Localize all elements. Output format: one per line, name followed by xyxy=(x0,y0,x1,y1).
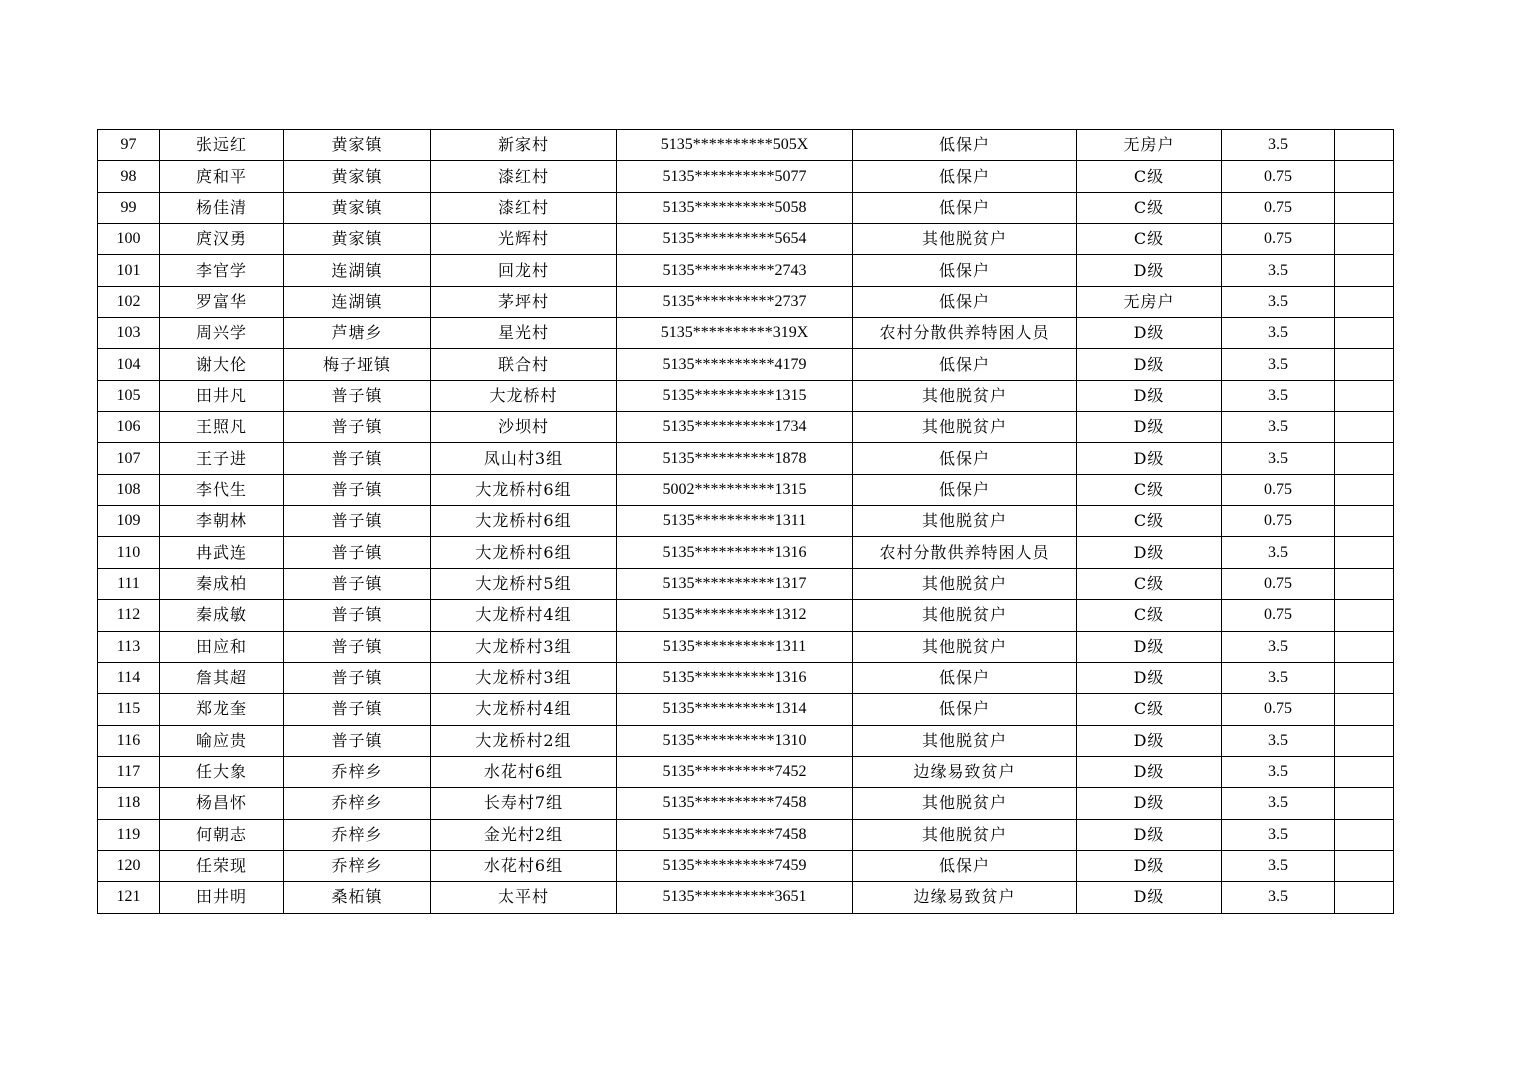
cell-amount: 3.5 xyxy=(1222,255,1335,286)
cell-id-number: 5135**********2737 xyxy=(617,286,853,317)
cell-village: 光辉村 xyxy=(431,224,617,255)
cell-id-number: 5135**********319X xyxy=(617,318,853,349)
cell-town: 普子镇 xyxy=(284,725,431,756)
cell-amount: 0.75 xyxy=(1222,694,1335,725)
cell-amount: 0.75 xyxy=(1222,568,1335,599)
cell-name: 庹汉勇 xyxy=(160,224,284,255)
cell-category: 低保户 xyxy=(853,694,1077,725)
cell-village: 金光村2组 xyxy=(431,819,617,850)
cell-amount: 3.5 xyxy=(1222,380,1335,411)
cell-number: 100 xyxy=(98,224,160,255)
table-row xyxy=(98,192,1394,223)
cell-level: D级 xyxy=(1077,255,1222,286)
cell-level: C级 xyxy=(1077,224,1222,255)
cell-name: 任荣现 xyxy=(160,850,284,881)
cell-amount: 3.5 xyxy=(1222,788,1335,819)
cell-category: 其他脱贫户 xyxy=(853,380,1077,411)
cell-number: 97 xyxy=(98,130,160,161)
cell-note xyxy=(1335,380,1394,411)
cell-number: 107 xyxy=(98,443,160,474)
cell-name: 詹其超 xyxy=(160,662,284,693)
cell-category: 农村分散供养特困人员 xyxy=(853,537,1077,568)
cell-number: 104 xyxy=(98,349,160,380)
cell-note xyxy=(1335,286,1394,317)
cell-name: 周兴学 xyxy=(160,318,284,349)
cell-amount: 3.5 xyxy=(1222,850,1335,881)
cell-note xyxy=(1335,224,1394,255)
cell-name: 李官学 xyxy=(160,255,284,286)
cell-level: C级 xyxy=(1077,161,1222,192)
cell-number: 109 xyxy=(98,506,160,537)
cell-level: D级 xyxy=(1077,318,1222,349)
cell-village: 新家村 xyxy=(431,130,617,161)
cell-id-number: 5135**********3651 xyxy=(617,882,853,913)
cell-category: 其他脱贫户 xyxy=(853,788,1077,819)
cell-id-number: 5135**********1311 xyxy=(617,631,853,662)
table-row xyxy=(98,474,1394,505)
cell-village: 大龙桥村4组 xyxy=(431,600,617,631)
cell-village: 漆红村 xyxy=(431,192,617,223)
table-row xyxy=(98,255,1394,286)
cell-level: D级 xyxy=(1077,631,1222,662)
table-row xyxy=(98,694,1394,725)
cell-village: 大龙桥村5组 xyxy=(431,568,617,599)
cell-town: 黄家镇 xyxy=(284,224,431,255)
cell-category: 低保户 xyxy=(853,662,1077,693)
table-row xyxy=(98,349,1394,380)
cell-name: 喻应贵 xyxy=(160,725,284,756)
cell-amount: 3.5 xyxy=(1222,537,1335,568)
cell-amount: 0.75 xyxy=(1222,192,1335,223)
cell-village: 联合村 xyxy=(431,349,617,380)
cell-amount: 3.5 xyxy=(1222,662,1335,693)
cell-number: 110 xyxy=(98,537,160,568)
cell-level: C级 xyxy=(1077,474,1222,505)
table-row xyxy=(98,506,1394,537)
cell-category: 低保户 xyxy=(853,192,1077,223)
cell-id-number: 5135**********1314 xyxy=(617,694,853,725)
cell-category: 其他脱贫户 xyxy=(853,819,1077,850)
cell-amount: 0.75 xyxy=(1222,506,1335,537)
cell-town: 芦塘乡 xyxy=(284,318,431,349)
cell-town: 连湖镇 xyxy=(284,286,431,317)
table-row xyxy=(98,725,1394,756)
cell-town: 普子镇 xyxy=(284,474,431,505)
cell-note xyxy=(1335,788,1394,819)
cell-town: 黄家镇 xyxy=(284,192,431,223)
cell-id-number: 5135**********1311 xyxy=(617,506,853,537)
cell-town: 普子镇 xyxy=(284,568,431,599)
cell-village: 漆红村 xyxy=(431,161,617,192)
cell-name: 郑龙奎 xyxy=(160,694,284,725)
cell-village: 水花村6组 xyxy=(431,850,617,881)
cell-id-number: 5135**********1310 xyxy=(617,725,853,756)
cell-category: 其他脱贫户 xyxy=(853,506,1077,537)
cell-note xyxy=(1335,568,1394,599)
cell-amount: 0.75 xyxy=(1222,600,1335,631)
cell-number: 108 xyxy=(98,474,160,505)
cell-village: 大龙桥村6组 xyxy=(431,474,617,505)
cell-note xyxy=(1335,694,1394,725)
cell-number: 99 xyxy=(98,192,160,223)
cell-village: 茅坪村 xyxy=(431,286,617,317)
cell-id-number: 5135**********7458 xyxy=(617,819,853,850)
cell-name: 王子进 xyxy=(160,443,284,474)
table-row xyxy=(98,568,1394,599)
cell-amount: 3.5 xyxy=(1222,631,1335,662)
table-row xyxy=(98,756,1394,787)
cell-number: 106 xyxy=(98,412,160,443)
cell-amount: 3.5 xyxy=(1222,412,1335,443)
cell-level: C级 xyxy=(1077,694,1222,725)
cell-level: D级 xyxy=(1077,819,1222,850)
cell-note xyxy=(1335,161,1394,192)
cell-level: C级 xyxy=(1077,192,1222,223)
cell-id-number: 5135**********5058 xyxy=(617,192,853,223)
cell-number: 103 xyxy=(98,318,160,349)
cell-name: 田井凡 xyxy=(160,380,284,411)
cell-village: 大龙桥村6组 xyxy=(431,506,617,537)
cell-town: 普子镇 xyxy=(284,537,431,568)
cell-category: 低保户 xyxy=(853,255,1077,286)
table-row xyxy=(98,819,1394,850)
cell-town: 乔梓乡 xyxy=(284,850,431,881)
cell-name: 田应和 xyxy=(160,631,284,662)
cell-category: 其他脱贫户 xyxy=(853,725,1077,756)
cell-village: 大龙桥村6组 xyxy=(431,537,617,568)
cell-note xyxy=(1335,756,1394,787)
table-row xyxy=(98,161,1394,192)
cell-id-number: 5135**********1316 xyxy=(617,537,853,568)
cell-level: D级 xyxy=(1077,788,1222,819)
cell-category: 其他脱贫户 xyxy=(853,224,1077,255)
cell-id-number: 5135**********4179 xyxy=(617,349,853,380)
cell-note xyxy=(1335,882,1394,913)
cell-amount: 3.5 xyxy=(1222,725,1335,756)
cell-amount: 3.5 xyxy=(1222,443,1335,474)
cell-amount: 3.5 xyxy=(1222,819,1335,850)
cell-number: 114 xyxy=(98,662,160,693)
cell-number: 121 xyxy=(98,882,160,913)
cell-note xyxy=(1335,192,1394,223)
cell-amount: 3.5 xyxy=(1222,756,1335,787)
cell-town: 普子镇 xyxy=(284,443,431,474)
table-row xyxy=(98,412,1394,443)
cell-town: 黄家镇 xyxy=(284,130,431,161)
table-row xyxy=(98,537,1394,568)
cell-village: 沙坝村 xyxy=(431,412,617,443)
cell-id-number: 5135**********1317 xyxy=(617,568,853,599)
cell-village: 长寿村7组 xyxy=(431,788,617,819)
cell-level: D级 xyxy=(1077,756,1222,787)
cell-level: D级 xyxy=(1077,537,1222,568)
cell-category: 低保户 xyxy=(853,474,1077,505)
cell-id-number: 5135**********5654 xyxy=(617,224,853,255)
cell-id-number: 5135**********7458 xyxy=(617,788,853,819)
table-row xyxy=(98,788,1394,819)
cell-town: 连湖镇 xyxy=(284,255,431,286)
cell-village: 大龙桥村 xyxy=(431,380,617,411)
table-body xyxy=(98,130,1394,914)
cell-id-number: 5135**********7459 xyxy=(617,850,853,881)
cell-id-number: 5135**********7452 xyxy=(617,756,853,787)
cell-name: 李朝林 xyxy=(160,506,284,537)
cell-name: 杨昌怀 xyxy=(160,788,284,819)
cell-id-number: 5135**********1734 xyxy=(617,412,853,443)
cell-note xyxy=(1335,412,1394,443)
cell-note xyxy=(1335,474,1394,505)
cell-category: 其他脱贫户 xyxy=(853,568,1077,599)
cell-village: 大龙桥村4组 xyxy=(431,694,617,725)
cell-amount: 0.75 xyxy=(1222,474,1335,505)
cell-amount: 3.5 xyxy=(1222,318,1335,349)
cell-note xyxy=(1335,725,1394,756)
cell-town: 普子镇 xyxy=(284,412,431,443)
cell-number: 116 xyxy=(98,725,160,756)
cell-village: 太平村 xyxy=(431,882,617,913)
cell-note xyxy=(1335,130,1394,161)
cell-id-number: 5135**********1878 xyxy=(617,443,853,474)
cell-id-number: 5135**********2743 xyxy=(617,255,853,286)
cell-name: 何朝志 xyxy=(160,819,284,850)
cell-number: 115 xyxy=(98,694,160,725)
cell-town: 桑柘镇 xyxy=(284,882,431,913)
cell-note xyxy=(1335,662,1394,693)
cell-level: 无房户 xyxy=(1077,286,1222,317)
table-row xyxy=(98,662,1394,693)
cell-village: 大龙桥村2组 xyxy=(431,725,617,756)
cell-village: 水花村6组 xyxy=(431,756,617,787)
cell-amount: 3.5 xyxy=(1222,130,1335,161)
cell-id-number: 5135**********1316 xyxy=(617,662,853,693)
cell-id-number: 5135**********5077 xyxy=(617,161,853,192)
cell-village: 回龙村 xyxy=(431,255,617,286)
cell-town: 乔梓乡 xyxy=(284,788,431,819)
cell-note xyxy=(1335,318,1394,349)
cell-town: 普子镇 xyxy=(284,380,431,411)
cell-level: D级 xyxy=(1077,662,1222,693)
cell-number: 117 xyxy=(98,756,160,787)
cell-amount: 3.5 xyxy=(1222,882,1335,913)
cell-town: 普子镇 xyxy=(284,600,431,631)
table-row xyxy=(98,318,1394,349)
cell-name: 庹和平 xyxy=(160,161,284,192)
cell-category: 低保户 xyxy=(853,286,1077,317)
table-row xyxy=(98,224,1394,255)
cell-level: D级 xyxy=(1077,443,1222,474)
cell-category: 低保户 xyxy=(853,161,1077,192)
cell-category: 边缘易致贫户 xyxy=(853,882,1077,913)
cell-name: 谢大伦 xyxy=(160,349,284,380)
cell-name: 冉武连 xyxy=(160,537,284,568)
cell-category: 低保户 xyxy=(853,850,1077,881)
cell-number: 111 xyxy=(98,568,160,599)
cell-town: 普子镇 xyxy=(284,631,431,662)
cell-village: 凤山村3组 xyxy=(431,443,617,474)
cell-town: 乔梓乡 xyxy=(284,819,431,850)
cell-town: 梅子垭镇 xyxy=(284,349,431,380)
cell-level: D级 xyxy=(1077,882,1222,913)
cell-number: 120 xyxy=(98,850,160,881)
table-row xyxy=(98,380,1394,411)
cell-name: 张远红 xyxy=(160,130,284,161)
cell-note xyxy=(1335,537,1394,568)
cell-level: C级 xyxy=(1077,568,1222,599)
cell-level: C级 xyxy=(1077,600,1222,631)
cell-id-number: 5135**********1312 xyxy=(617,600,853,631)
cell-amount: 0.75 xyxy=(1222,224,1335,255)
cell-village: 星光村 xyxy=(431,318,617,349)
cell-level: D级 xyxy=(1077,349,1222,380)
cell-category: 其他脱贫户 xyxy=(853,600,1077,631)
cell-id-number: 5135**********505X xyxy=(617,130,853,161)
cell-name: 杨佳清 xyxy=(160,192,284,223)
cell-number: 105 xyxy=(98,380,160,411)
cell-town: 普子镇 xyxy=(284,662,431,693)
cell-number: 101 xyxy=(98,255,160,286)
table-row xyxy=(98,130,1394,161)
household-table xyxy=(97,129,1394,914)
cell-number: 118 xyxy=(98,788,160,819)
cell-town: 普子镇 xyxy=(284,506,431,537)
cell-id-number: 5135**********1315 xyxy=(617,380,853,411)
cell-number: 98 xyxy=(98,161,160,192)
table-row xyxy=(98,631,1394,662)
cell-note xyxy=(1335,443,1394,474)
cell-town: 普子镇 xyxy=(284,694,431,725)
cell-name: 秦成敏 xyxy=(160,600,284,631)
cell-level: 无房户 xyxy=(1077,130,1222,161)
cell-village: 大龙桥村3组 xyxy=(431,631,617,662)
table-row xyxy=(98,850,1394,881)
cell-name: 李代生 xyxy=(160,474,284,505)
cell-number: 113 xyxy=(98,631,160,662)
cell-amount: 0.75 xyxy=(1222,161,1335,192)
table-row xyxy=(98,600,1394,631)
cell-amount: 3.5 xyxy=(1222,286,1335,317)
cell-note xyxy=(1335,349,1394,380)
cell-level: D级 xyxy=(1077,412,1222,443)
table-row xyxy=(98,286,1394,317)
cell-name: 田井明 xyxy=(160,882,284,913)
cell-category: 其他脱贫户 xyxy=(853,412,1077,443)
cell-level: C级 xyxy=(1077,506,1222,537)
cell-category: 低保户 xyxy=(853,130,1077,161)
table-row xyxy=(98,882,1394,913)
cell-note xyxy=(1335,506,1394,537)
cell-number: 119 xyxy=(98,819,160,850)
cell-category: 低保户 xyxy=(853,443,1077,474)
cell-name: 任大象 xyxy=(160,756,284,787)
table-row xyxy=(98,443,1394,474)
cell-category: 低保户 xyxy=(853,349,1077,380)
cell-village: 大龙桥村3组 xyxy=(431,662,617,693)
cell-town: 乔梓乡 xyxy=(284,756,431,787)
cell-note xyxy=(1335,255,1394,286)
cell-note xyxy=(1335,631,1394,662)
cell-category: 其他脱贫户 xyxy=(853,631,1077,662)
cell-category: 边缘易致贫户 xyxy=(853,756,1077,787)
cell-level: D级 xyxy=(1077,850,1222,881)
cell-town: 黄家镇 xyxy=(284,161,431,192)
cell-id-number: 5002**********1315 xyxy=(617,474,853,505)
cell-amount: 3.5 xyxy=(1222,349,1335,380)
cell-level: D级 xyxy=(1077,725,1222,756)
cell-number: 102 xyxy=(98,286,160,317)
cell-number: 112 xyxy=(98,600,160,631)
cell-name: 秦成柏 xyxy=(160,568,284,599)
cell-category: 农村分散供养特困人员 xyxy=(853,318,1077,349)
cell-note xyxy=(1335,850,1394,881)
cell-level: D级 xyxy=(1077,380,1222,411)
cell-name: 罗富华 xyxy=(160,286,284,317)
cell-note xyxy=(1335,819,1394,850)
cell-name: 王照凡 xyxy=(160,412,284,443)
cell-note xyxy=(1335,600,1394,631)
